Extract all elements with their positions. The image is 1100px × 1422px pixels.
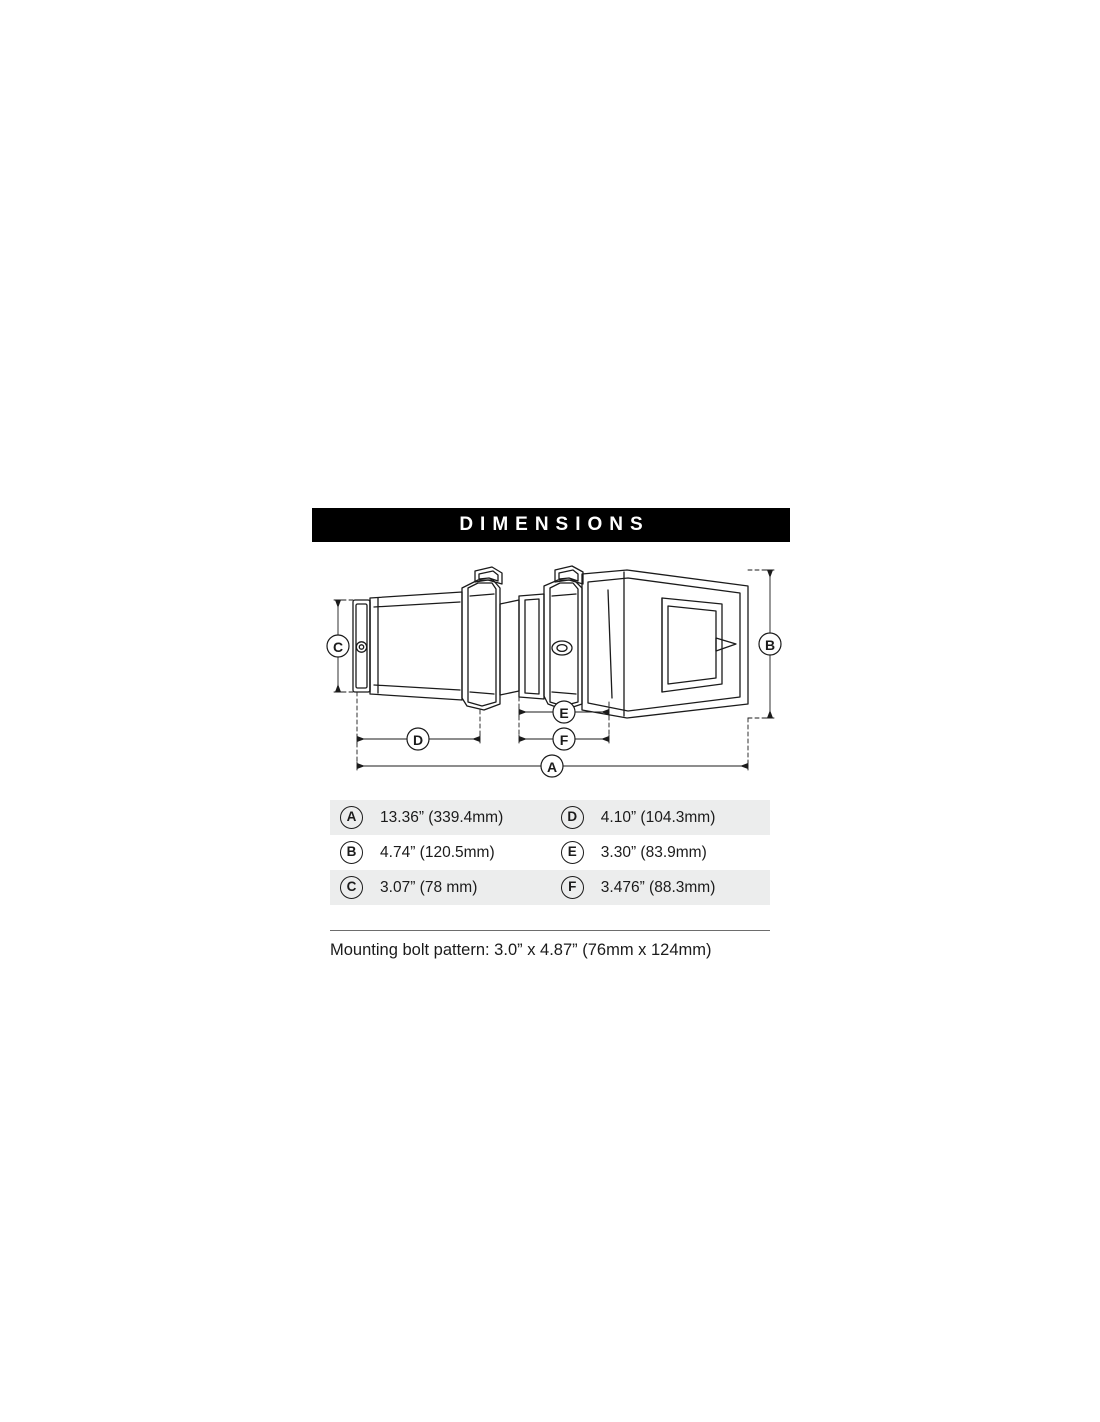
table-row xyxy=(330,835,770,870)
key-badge-a: A xyxy=(340,806,363,829)
dimension-value-b: 4.74” (120.5mm) xyxy=(380,843,495,861)
dimension-key-cell xyxy=(551,835,597,870)
dimension-value-a: 13.36” (339.4mm) xyxy=(376,800,551,835)
callout-d-label: D xyxy=(412,732,424,748)
dimension-key-cell xyxy=(330,835,376,870)
dimension-key-cell xyxy=(551,870,597,905)
page-title: DIMENSIONS xyxy=(459,514,650,535)
dimension-key-cell xyxy=(330,870,376,905)
section-divider xyxy=(330,930,770,931)
table-row xyxy=(330,870,770,905)
callout-e-label: E xyxy=(559,705,569,721)
callout-b-label: B xyxy=(764,637,776,653)
winch-dimension-drawing xyxy=(312,552,790,790)
callout-c-label: C xyxy=(332,639,344,655)
dimension-value-e: 3.30” (83.9mm) xyxy=(600,843,707,861)
dimension-value-f: 3.476” (88.3mm) xyxy=(597,870,770,905)
dimensions-header-bar xyxy=(312,508,790,542)
key-badge-e: E xyxy=(561,841,584,864)
key-badge-b: B xyxy=(340,841,363,864)
key-badge-c: C xyxy=(340,876,363,899)
mounting-bolt-pattern-note: Mounting bolt pattern: 3.0” x 4.87” (76mm x 124mm) xyxy=(330,941,712,959)
dimension-key-cell xyxy=(330,800,376,835)
key-badge-f: F xyxy=(561,876,584,899)
callout-f-label: F xyxy=(559,732,569,748)
dimension-value-d: 4.10” (104.3mm) xyxy=(597,800,770,835)
key-badge-d: D xyxy=(561,806,584,829)
callout-a-label: A xyxy=(546,759,558,775)
dimension-key-cell xyxy=(551,800,597,835)
table-row xyxy=(330,800,770,835)
dimension-value-c: 3.07” (78 mm) xyxy=(376,870,551,905)
dimensions-table xyxy=(330,800,770,905)
